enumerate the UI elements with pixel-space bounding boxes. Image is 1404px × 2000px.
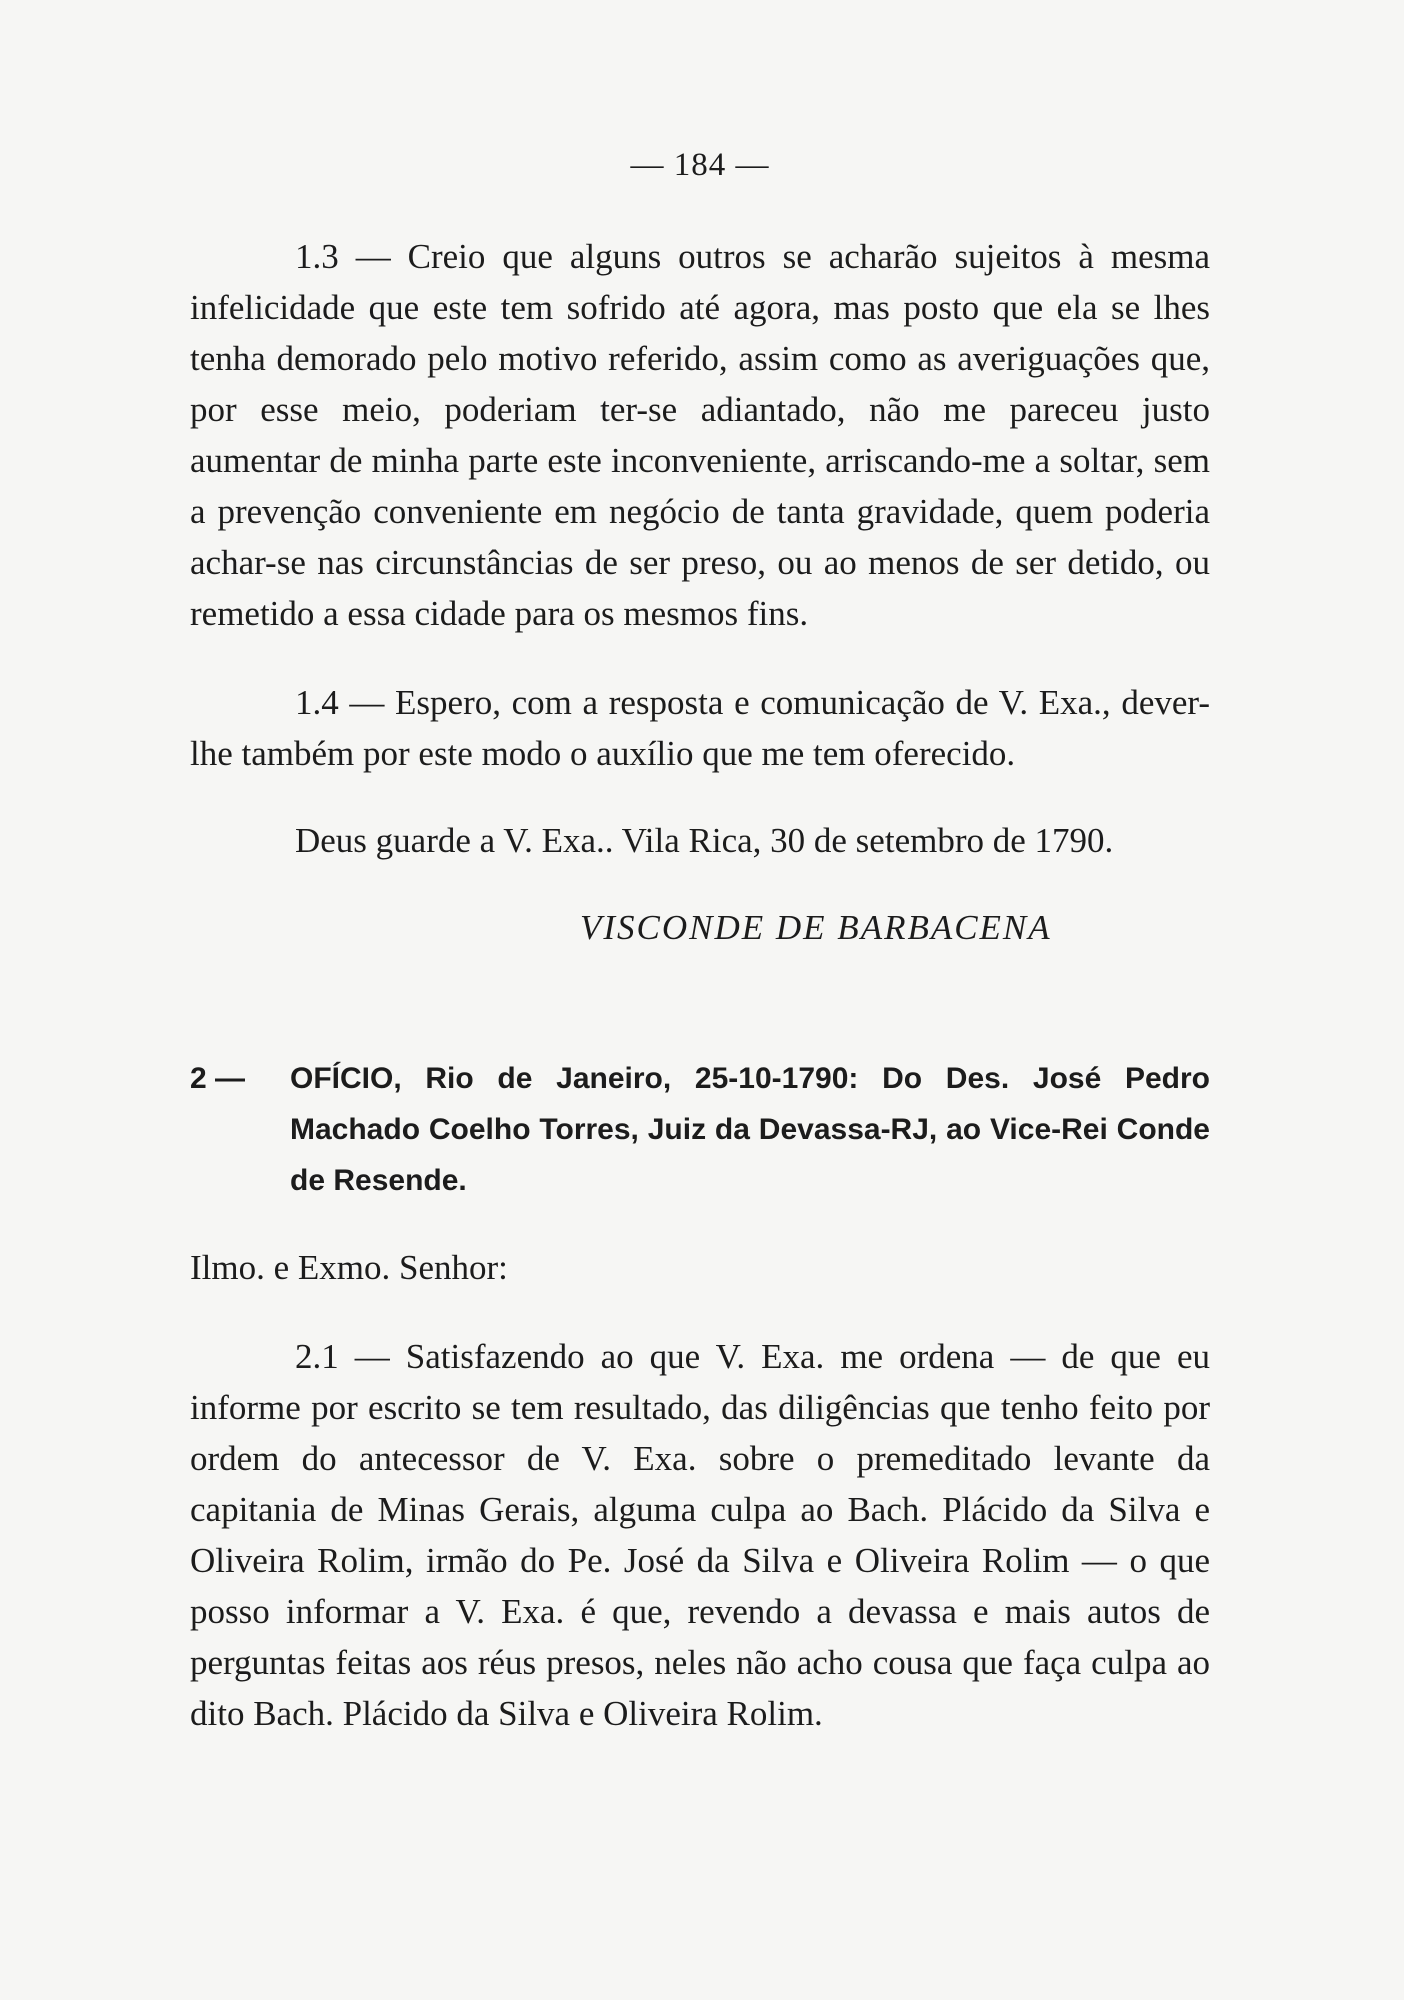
document-2-heading — [190, 1053, 1210, 1206]
document-2-number: 2 — — [190, 1062, 246, 1095]
paragraph-1-4: 1.4 — Espero, com a resposta e comunicação de V. Exa., dever-lhe também por este modo o auxílio que me tem oferecido. — [190, 683, 1210, 773]
signature: VISCONDE DE BARBACENA — [580, 908, 1052, 947]
paragraph-1-3: 1.3 — Creio que alguns outros se acharão sujeitos à mesma infelicidade que este tem sofrido até agora, mas posto que ela se lhes tenha demorado pelo motivo referido, assim como as averiguações que, por esse meio, poderiam ter-se adiantado, não me pareceu justo aumentar de minha parte este inconveniente, arriscando-me a soltar, sem a prevenção conveniente em negócio de tanta gravidade, quem poderia achar-se nas circunstâncias de ser preso, ou ao menos de ser detido, ou remetido a essa cidade para os mesmos fins. — [190, 237, 1210, 633]
closing-line: Deus guarde a V. Exa.. Vila Rica, 30 de setembro de 1790. — [295, 821, 1114, 860]
document-2-title: OFÍCIO, Rio de Janeiro, 25-10-1790: Do Des. José Pedro Machado Coelho Torres, Juiz da Devassa-RJ, ao Vice-Rei Conde de Resende. — [290, 1062, 1210, 1197]
page-number: — 184 — — [630, 147, 770, 183]
paragraph-2-1: 2.1 — Satisfazendo ao que V. Exa. me ordena — de que eu informe por escrito se tem resultado, das diligências que tenho feito por ordem do antecessor de V. Exa. sobre o premeditado levante da capitania de Minas Gerais, alguma culpa ao Bach. Plácido da Silva e Oliveira Rolim, irmão do Pe. José da Silva e Oliveira Rolim — o que posso informar a V. Exa. é que, revendo a devassa e mais autos de perguntas feitas aos réus presos, neles não acho cousa que faça culpa ao dito Bach. Plácido da Silva e Oliveira Rolim. — [190, 1337, 1210, 1733]
book-page — [190, 140, 1210, 1739]
salutation: Ilmo. e Exmo. Senhor: — [190, 1248, 508, 1287]
